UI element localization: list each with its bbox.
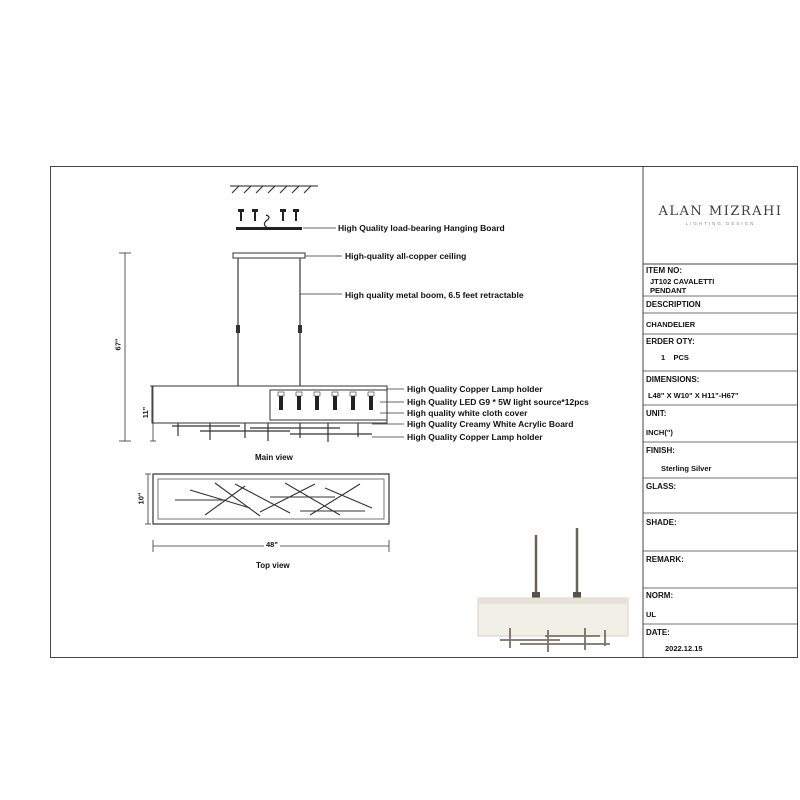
spec-order-qty-label: ERDER OTY: [646,337,695,346]
spec-item-no-line1: JT102 CAVALETTI [650,277,715,286]
dimension-shade-height: 11" [141,406,151,419]
boom-rods [238,258,300,386]
spec-remark-label: REMARK: [646,555,684,564]
product-photo [478,528,628,652]
callout-cloth-cover: High quality white cloth cover [407,408,528,418]
dimension-length: 48" [266,540,278,549]
ceiling-canopy [233,253,305,258]
spec-shade-label: SHADE: [646,518,677,527]
lamp-holder-bars [172,423,372,442]
spec-finish-value: Sterling Silver [661,464,712,473]
spec-item-no-line2: PENDANT [650,286,687,295]
dimension-overall-height: 67" [113,338,123,351]
brand-subtitle: LIGHTING DESIGN [685,221,756,226]
spec-order-qty-value: 1 PCS [661,353,689,362]
spec-norm-value: UL [646,610,656,619]
spec-date-value: 2022.12.15 [665,644,703,653]
caption-top-view: Top view [256,561,290,570]
spec-unit-value: INCH(") [646,428,673,437]
callout-hanging-board: High Quality load-bearing Hanging Board [338,223,505,233]
callout-lamp-holder-bottom: High Quality Copper Lamp holder [407,432,543,442]
spec-date-label: DATE: [646,628,670,637]
caption-main-view: Main view [255,453,293,462]
spec-description-value: CHANDELIER [646,320,696,329]
brand-logo [643,204,798,226]
callout-led-source: High Quality LED G9 * 5W light source*12pcs [407,397,589,407]
hanging-board-hardware-icon [236,209,302,230]
spec-glass-label: GLASS: [646,482,677,491]
spec-item-no-label: ITEM NO: [646,266,682,275]
spec-finish-label: FINISH: [646,446,675,455]
dimension-width: 10" [136,492,146,505]
brand-name: ALAN MIZRAHI [658,204,783,219]
height-dimension-lines [119,253,156,441]
spec-norm-label: NORM: [646,591,674,600]
callout-copper-ceiling: High-quality all-copper ceiling [345,251,467,261]
spec-dimensions-label: DIMENSIONS: [646,375,700,384]
spec-description-label: DESCRIPTION [646,300,701,309]
callout-metal-boom: High quality metal boom, 6.5 feet retractable [345,290,524,300]
callout-lamp-holder-top: High Quality Copper Lamp holder [407,384,543,394]
ceiling-hatch-icon [230,186,318,193]
spec-dimensions-value: L48" X W10" X H11"-H67" [648,391,739,400]
spec-unit-label: UNIT: [646,409,667,418]
callout-acrylic-board: High Quality Creamy White Acrylic Board [407,419,574,429]
